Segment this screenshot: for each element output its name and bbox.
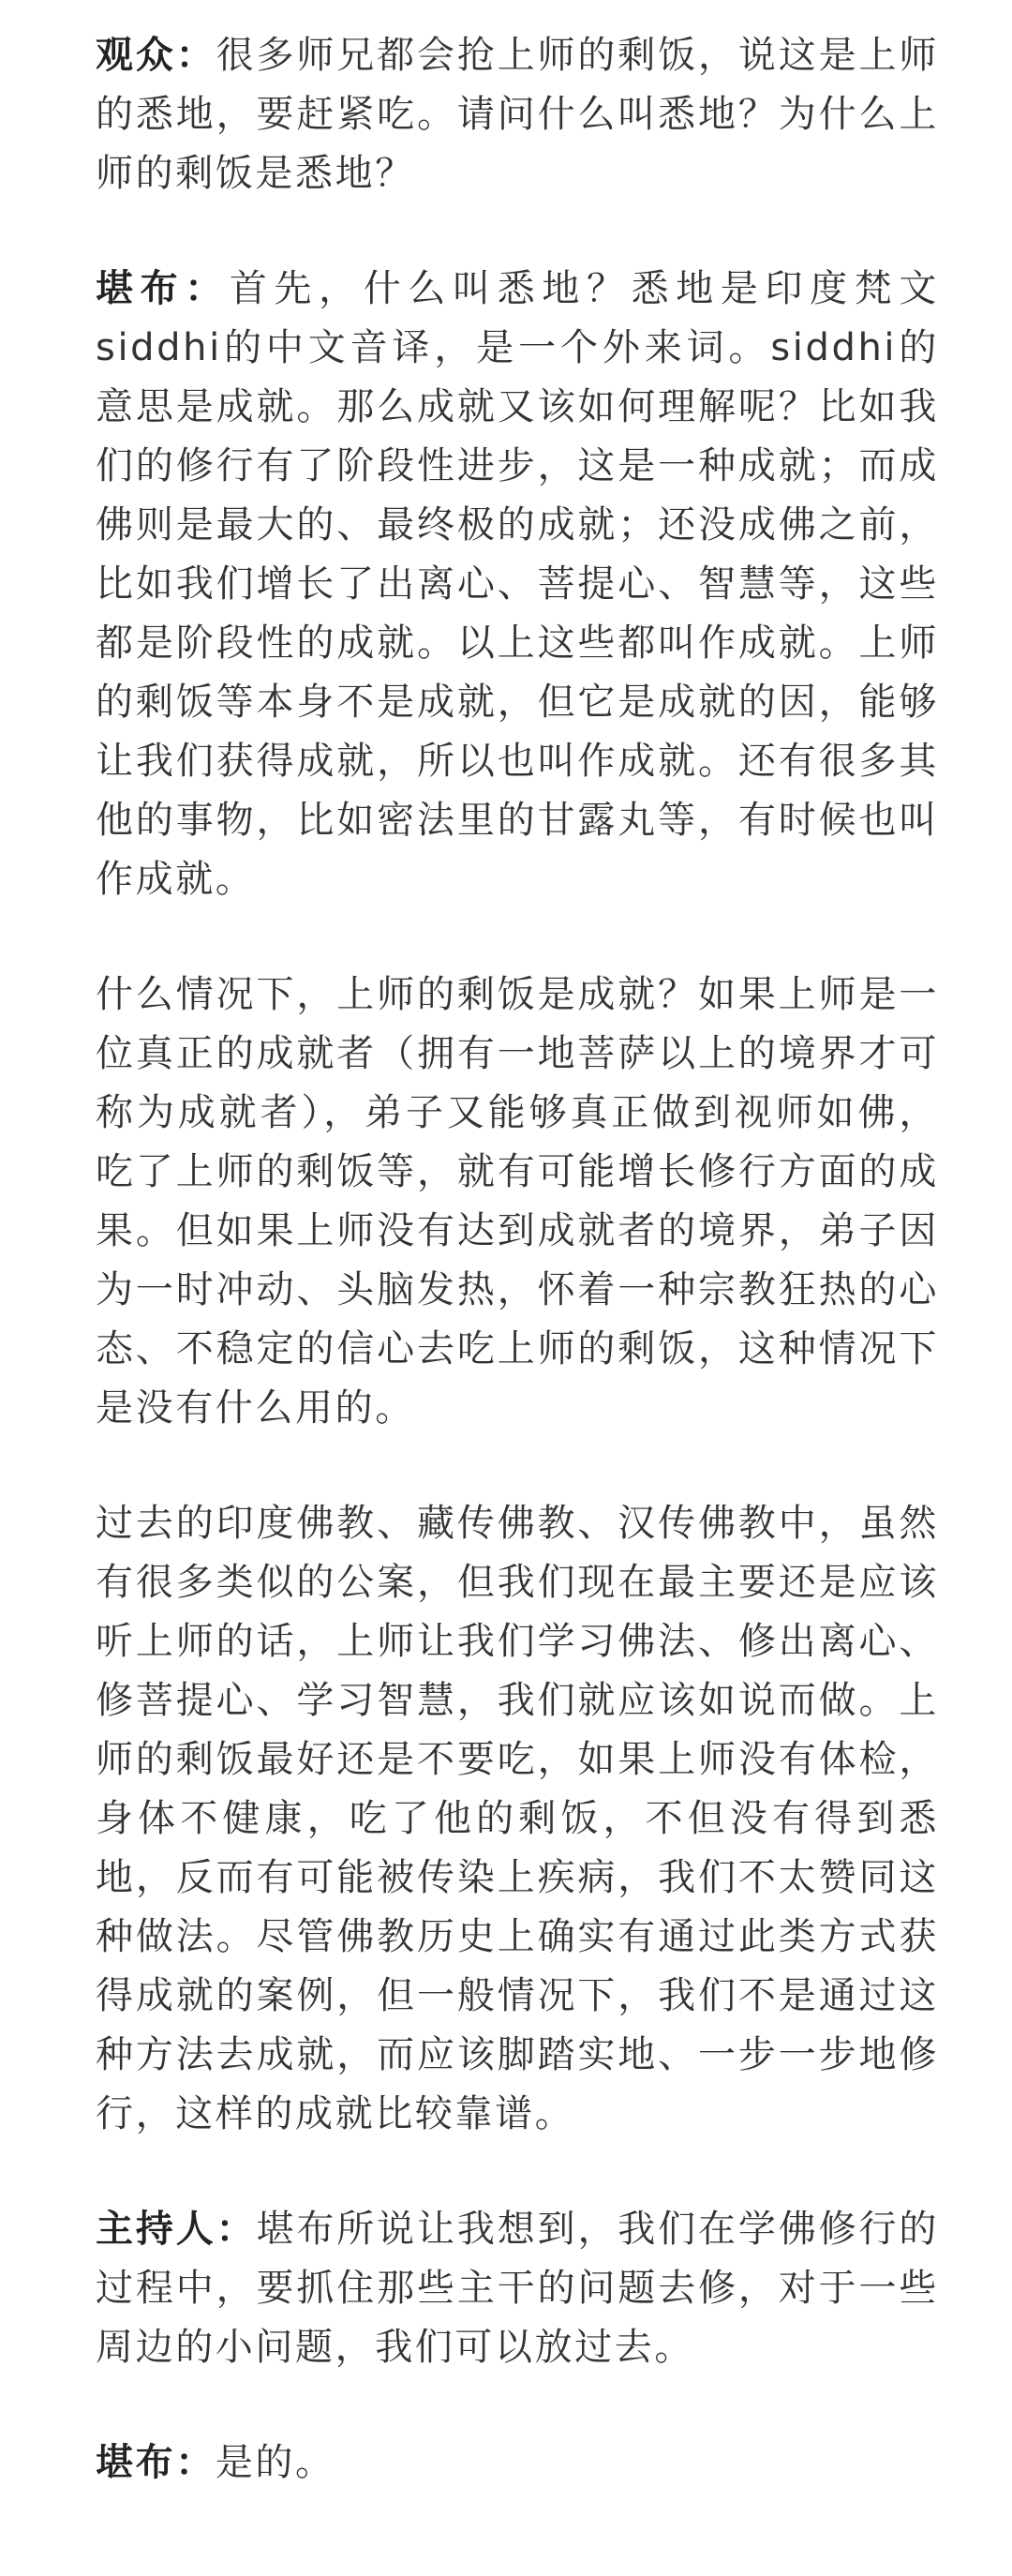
speaker-label: 堪布：: [96, 2441, 216, 2484]
paragraph-closing: [96, 2434, 939, 2493]
paragraph-text: 过去的印度佛教、藏传佛教、汉传佛教中，虽然有很多类似的公案，但我们现在最主要还是应该听上师的话，上师让我们学习佛法、修出离心、修菩提心、学习智慧，我们就应该如说而做。上师的剩饭最好还是不要吃，如果上师没有体检，身体不健康，吃了他的剩饭，不但没有得到悉地，反而有可能被传染上疾病，我们不太赞同这种做法。尽管佛教历史上确实有通过此类方式获得成就的案例，但一般情况下，我们不是通过这种方法去成就，而应该脚踏实地、一步一步地修行，这样的成就比较靠谱。: [96, 1502, 939, 2135]
paragraph-text: 首先，什么叫悉地？悉地是印度梵文siddhi的中文音译，是一个外来词。siddhi的意思是成就。那么成就又该如何理解呢？比如我们的修行有了阶段性进步，这是一种成就；而成佛则是最大的、最终极的成就；还没成佛之前，比如我们增长了出离心、菩提心、智慧等，这些都是阶段性的成就。以上这些都叫作成就。上师的剩饭等本身不是成就，但它是成就的因，能够让我们获得成就，所以也叫作成就。还有很多其他的事物，比如密法里的甘露丸等，有时候也叫作成就。: [96, 267, 939, 901]
paragraph-text: 很多师兄都会抢上师的剩饭，说这是上师的悉地，要赶紧吃。请问什么叫悉地？为什么上师的剩饭是悉地？: [96, 34, 939, 195]
speaker-label: 主持人：: [96, 2208, 257, 2251]
article-body: [96, 26, 939, 2493]
speaker-label: 堪布：: [96, 267, 230, 310]
paragraph-host: [96, 2200, 939, 2377]
paragraph-answer-1: [96, 260, 939, 909]
paragraph-text: 什么情况下，上师的剩饭是成就？如果上师是一位真正的成就者（拥有一地菩萨以上的境界才可称为成就者），弟子又能够真正做到视师如佛，吃了上师的剩饭等，就有可能增长修行方面的成果。但如果上师没有达到成就者的境界，弟子因为一时冲动、头脑发热，怀着一种宗教狂热的心态、不稳定的信心去吃上师的剩饭，这种情况下是没有什么用的。: [96, 973, 939, 1430]
speaker-label: 观众：: [96, 34, 216, 77]
paragraph-answer-3: [96, 1494, 939, 2144]
paragraph-question: [96, 26, 939, 203]
paragraph-text: 堪布所说让我想到，我们在学佛修行的过程中，要抓住那些主干的问题去修，对于一些周边的小问题，我们可以放过去。: [96, 2208, 939, 2369]
paragraph-text: 是的。: [215, 2441, 335, 2484]
paragraph-answer-2: [96, 966, 939, 1438]
